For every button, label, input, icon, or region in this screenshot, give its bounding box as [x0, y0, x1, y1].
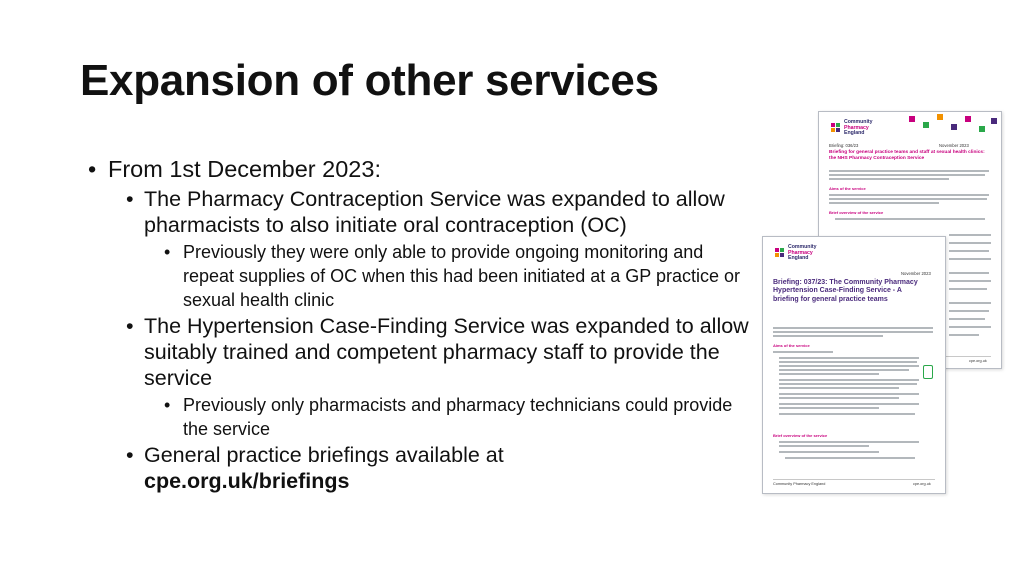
bullet-contraception-service: • The Pharmacy Contraception Service was expanded to allow pharmacists to also initiate oral contraception (OC) [88, 186, 758, 238]
section-aims: Aims of the service [829, 186, 866, 191]
cpe-logo: Community Pharmacy England [831, 120, 873, 137]
section-aims: Aims of the service [773, 343, 810, 348]
cpe-logo-icon [775, 248, 785, 258]
front-footer-url: cpe.org.uk [913, 482, 931, 486]
briefings-link[interactable]: cpe.org.uk/briefings [144, 469, 350, 493]
section-overview: Brief overview of the service [829, 210, 884, 215]
slide-title: Expansion of other services [80, 56, 659, 105]
section-overview: Brief overview of the service [773, 433, 828, 438]
cpe-logo-icon [831, 123, 841, 133]
bullet-hypertension-service: • The Hypertension Case-Finding Service was expanded to allow suitably trained and competent pharmacy staff to provide the service [88, 313, 758, 391]
phone-icon [923, 365, 933, 379]
bullet-contraception-previously: • Previously they were only able to provide ongoing monitoring and repeat supplies of OC when this had been initiated at a GP practice or sexual health clinic [88, 240, 758, 312]
briefing-title: Briefing for general practice teams and staff at sexual health clinics: the NHS Pharmacy Contraception Service [829, 150, 985, 161]
bullet-briefings [88, 442, 758, 494]
briefing-number: Briefing: 036/23 [829, 143, 859, 148]
briefing-title: Briefing: 037/23: The Community Pharmacy Hypertension Case-Finding Service - A briefing for general practice teams [773, 279, 918, 303]
hypertension-briefing-document [762, 236, 946, 494]
bullet-list [88, 156, 758, 494]
briefings-text: General practice briefings available at [144, 443, 504, 467]
briefing-date: November 2023 [939, 143, 969, 148]
front-footer-org: Community Pharmacy England [773, 482, 826, 486]
back-footer-url: cpe.org.uk [969, 359, 987, 363]
cpe-logo: Community Pharmacy England [775, 245, 817, 262]
bullet-hypertension-previously: • Previously only pharmacists and pharmacy technicians could provide the service [88, 393, 758, 441]
briefing-date: November 2023 [901, 271, 931, 276]
bullet-date: • From 1st December 2023: [88, 156, 758, 182]
